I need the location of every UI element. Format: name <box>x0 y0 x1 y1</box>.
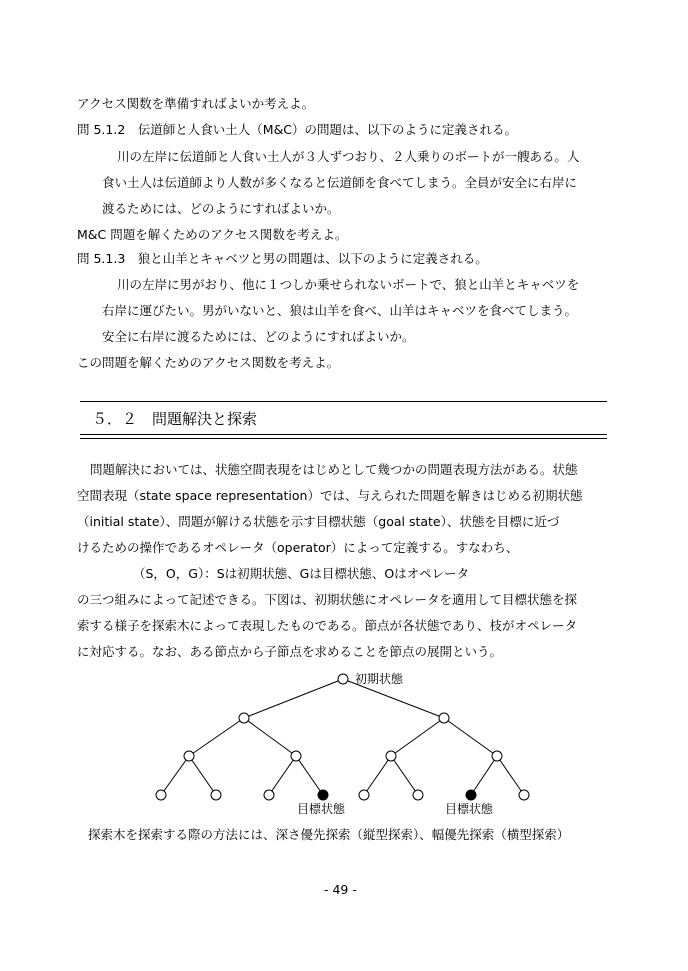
problem-5-1-3-header: 問 5.1.3 狼と山羊とキャベツと男の問題は、以下のように定義される。 <box>77 251 488 266</box>
tree-node <box>386 751 396 761</box>
tree-node <box>239 713 249 723</box>
tree-edge <box>391 718 444 756</box>
tree-nodes <box>156 674 529 800</box>
body-paragraph-line: 索する様子を探索木によって表現したものである。節点が各状態であり、枝がオペレータ <box>77 618 578 633</box>
problem-5-1-3-task: この問題を解くためのアクセス関数を考えよ。 <box>77 355 340 370</box>
tree-node <box>439 713 449 723</box>
body-paragraph-line: 探索木を探索する際の方法には、深さ優先探索（縦型探索）、幅優先探索（横型探索） <box>88 827 570 842</box>
tree-leaf-node <box>519 790 529 800</box>
tree-edge <box>444 718 497 756</box>
body-paragraph-line: 問題解決においては、状態空間表現をはじめとして幾つかの問題表現方法がある。状態 <box>90 462 578 477</box>
tree-node <box>291 751 301 761</box>
body-paragraph-line: （initial state）、問題が解ける状態を示す目標状態（goal state）、状態を目標に近づ <box>77 514 560 529</box>
problem-intro-line: アクセス関数を準備すればよいか考えよ。 <box>77 96 315 111</box>
tree-leaf-node <box>211 790 221 800</box>
problem-5-1-3-body-line: 右岸に運びたい。男がいないと、狼は山羊を食べ、山羊はキャベツを食べてしまう。 <box>102 303 578 318</box>
tree-edge <box>244 718 296 756</box>
tree-leaf-node <box>156 790 166 800</box>
tree-root-node <box>338 674 348 684</box>
problem-5-1-3-body-line: 安全に右岸に渡るためには、どのようにすればよいか。 <box>102 329 415 344</box>
tree-leaf-node <box>264 790 274 800</box>
tree-goal-node <box>318 790 328 800</box>
tree-edge <box>189 756 216 795</box>
body-paragraph-line: けるための操作であるオペレータ（operator）によって定義する。すなわち、 <box>77 540 519 555</box>
tree-edge <box>391 756 418 795</box>
tree-edges <box>161 679 524 795</box>
tree-root-label: 初期状態 <box>355 672 404 686</box>
tree-edge <box>244 679 343 718</box>
problem-5-1-2-body-line: 渡るためには、どのようにすればよいか。 <box>102 201 340 216</box>
body-paragraph-line: の三つ組みによって記述できる。下図は、初期状態にオペレータを適用して目標状態を探 <box>77 592 578 607</box>
problem-5-1-3-body-line: 川の左岸に男がおり、他に１つしか乗せられないボートで、狼と山羊とキャベツを <box>117 277 580 292</box>
page-number: - 49 - <box>324 882 357 897</box>
tree-edge <box>497 756 524 795</box>
body-paragraph-line: に対応する。なお、ある節点から子節点を求めることを節点の展開という。 <box>77 644 503 659</box>
tree-edge <box>161 756 189 795</box>
problem-5-1-2-body-line: 川の左岸に伝道師と人食い土人が３人ずつおり、２人乗りのボートが一艘ある。人 <box>117 149 580 164</box>
tree-edge <box>364 756 391 795</box>
tree-leaf-node <box>359 790 369 800</box>
problem-5-1-2-body-line: 食い土人は伝道師より人数が多くなると伝道師を食べてしまう。全員が安全に右岸に <box>102 175 578 190</box>
tree-node <box>184 751 194 761</box>
body-formula-line: （S，O，G）：Sは初期状態、Gは目標状態、Oはオペレータ <box>133 566 470 581</box>
problem-5-1-2-header: 問 5.1.2 伝道師と人食い土人（M&C）の問題は、以下のように定義される。 <box>77 122 518 137</box>
section-title: ５．２ 問題解決と探索 <box>92 410 258 428</box>
tree-goal-label: 目標状態 <box>297 802 346 816</box>
tree-edge <box>296 756 323 795</box>
tree-goal-label: 目標状態 <box>445 802 494 816</box>
tree-edge <box>269 756 296 795</box>
tree-node <box>492 751 502 761</box>
tree-edge <box>189 718 244 756</box>
body-paragraph-line: 空間表現（state space representation）では、与えられた問題を解きはじめる初期状態 <box>77 488 583 503</box>
tree-leaf-node <box>413 790 423 800</box>
tree-edge <box>471 756 497 795</box>
problem-5-1-2-task: M&C 問題を解くためのアクセス関数を考えよ。 <box>77 227 348 242</box>
tree-goal-node <box>466 790 476 800</box>
